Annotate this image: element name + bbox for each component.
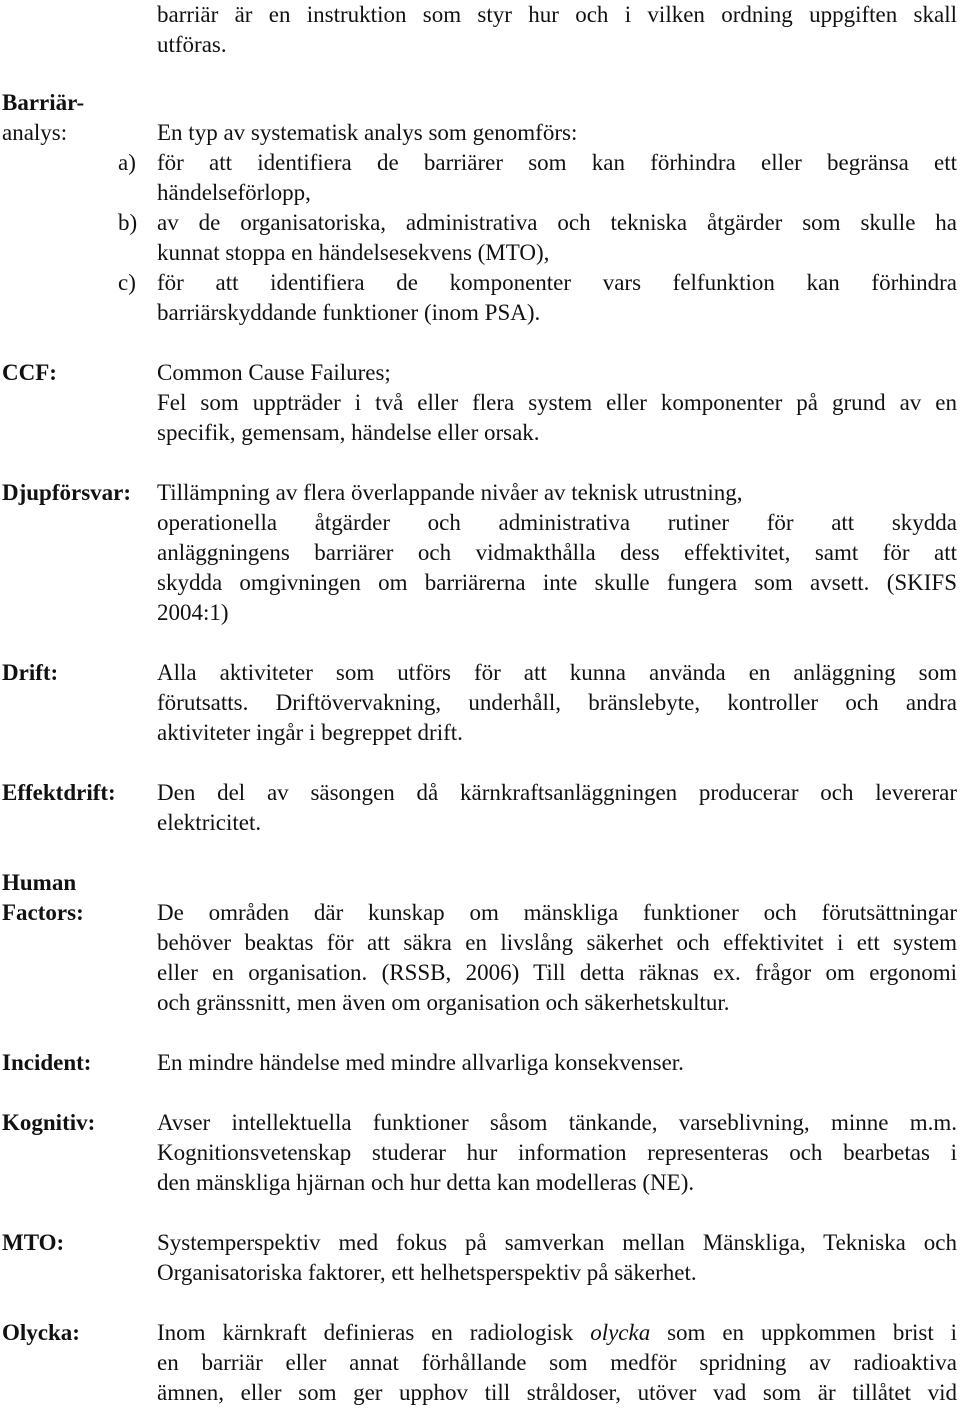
text-line: eller en organisation. (RSSB, 2006) Till detta räknas ex. frågor om ergonomi <box>157 960 957 985</box>
term-line: MTO: <box>2 1230 65 1255</box>
text-line: kunnat stoppa en händelsesekvens (MTO), <box>157 240 550 265</box>
term-line: CCF: <box>2 360 57 385</box>
text-line: Alla aktiviteter som utförs för att kunna använda en anläggning som <box>157 660 957 685</box>
definition-drift <box>157 658 957 748</box>
term-line: Olycka: <box>2 1320 80 1345</box>
text-line: och gränssnitt, men även om organisation och säkerhetskultur. <box>157 990 730 1015</box>
text-line: behöver beaktas för att säkra en livslång säkerhet och effektivitet i ett system <box>157 930 957 955</box>
text-line: Den del av säsongen då kärnkraftsanläggningen producerar och levererar <box>157 780 957 805</box>
term-effektdrift <box>2 778 116 808</box>
definition-incident <box>157 1048 957 1078</box>
text-line: ämnen, eller som ger upphov till stråldoser, utöver vad som är tillåtet vid <box>157 1380 957 1405</box>
text-line: Avser intellektuella funktioner såsom tänkande, varseblivning, minne m.m. <box>157 1110 957 1135</box>
list-letter: b) <box>118 210 138 235</box>
text-line: elektricitet. <box>157 810 262 835</box>
text-line: En mindre händelse med mindre allvarliga konsekvenser. <box>157 1050 684 1075</box>
text-line: den mänskliga hjärnan och hur detta kan modelleras (NE). <box>157 1170 695 1195</box>
text-line: Kognitionsvetenskap studerar hur information representeras och bearbetas i <box>157 1140 957 1165</box>
text-line: av de organisatoriska, administrativa och tekniska åtgärder som skulle ha <box>157 210 957 235</box>
text-line: barriär är en instruktion som styr hur och i vilken ordning uppgiften skall <box>157 2 957 27</box>
text-line: händelseförlopp, <box>157 180 311 205</box>
definition-kognitiv <box>157 1108 957 1198</box>
text-fragment: Inom kärnkraft definieras en radiologisk <box>157 1320 574 1345</box>
text-line: utföras. <box>157 32 227 57</box>
term-human-factors <box>2 868 84 928</box>
list-item <box>157 208 957 268</box>
term-mto <box>2 1228 64 1258</box>
text-line: Tillämpning av flera överlappande nivåer av teknisk utrustning, <box>157 480 743 505</box>
term-line: Incident: <box>2 1050 92 1075</box>
definition-barriaranalys-lead <box>157 118 957 148</box>
term-line: Human <box>2 870 77 895</box>
term-ccf <box>2 358 57 388</box>
list-letter: a) <box>118 150 136 175</box>
text-line: Common Cause Failures; <box>157 360 391 385</box>
term-line: analys: <box>2 120 68 145</box>
intro-continuation <box>157 0 957 60</box>
term-line: Drift: <box>2 660 59 685</box>
text-fragment: som en uppkommen brist i <box>667 1320 958 1345</box>
term-djupforsvar <box>2 478 131 508</box>
text-line: för att identifiera de barriärer som kan förhindra eller begränsa ett <box>157 150 957 175</box>
definition-djupforsvar <box>157 478 957 628</box>
text-line: en barriär eller annat förhållande som medför spridning av radioaktiva <box>157 1350 957 1375</box>
term-drift <box>2 658 58 688</box>
text-line: anläggningens barriärer och vidmakthålla dess effektivitet, samt för att <box>157 540 957 565</box>
definition-olycka <box>157 1318 957 1408</box>
list-letter: c) <box>118 270 136 295</box>
text-line: skydda omgivningen om barriärerna inte skulle fungera som avsett. (SKIFS <box>157 570 957 595</box>
text-line: 2004:1) <box>157 600 229 625</box>
text-line: operationella åtgärder och administrativa rutiner för att skydda <box>157 510 957 535</box>
term-kognitiv <box>2 1108 95 1138</box>
term-barriaranalys <box>2 88 84 148</box>
text-line: aktiviteter ingår i begreppet drift. <box>157 720 463 745</box>
text-line: för att identifiera de komponenter vars felfunktion kan förhindra <box>157 270 957 295</box>
definition-effektdrift <box>157 778 957 838</box>
term-olycka <box>2 1318 80 1348</box>
text-line <box>157 1318 957 1348</box>
term-line: Effektdrift: <box>2 780 116 805</box>
text-line: Fel som uppträder i två eller flera system eller komponenter på grund av en <box>157 390 957 415</box>
definition-ccf <box>157 358 957 448</box>
text-line: specifik, gemensam, händelse eller orsak. <box>157 420 540 445</box>
text-line: barriärskyddande funktioner (inom PSA). <box>157 300 541 325</box>
term-line: Kognitiv: <box>2 1110 96 1135</box>
text-line: Systemperspektiv med fokus på samverkan mellan Mänskliga, Tekniska och <box>157 1230 957 1255</box>
text-line: De områden där kunskap om mänskliga funktioner och förutsättningar <box>157 900 957 925</box>
definition-mto <box>157 1228 957 1288</box>
text-line: Organisatoriska faktorer, ett helhetsperspektiv på säkerhet. <box>157 1260 697 1285</box>
term-line: Djupförsvar: <box>2 480 132 505</box>
definition-human-factors <box>157 898 957 1018</box>
list-item <box>157 268 957 328</box>
text-line: förutsatts. Driftövervakning, underhåll, bränslebyte, kontroller och andra <box>157 690 957 715</box>
term-incident <box>2 1048 91 1078</box>
emphasized-term: olycka <box>590 1320 651 1345</box>
term-line: Factors: <box>2 900 84 925</box>
term-line: Barriär- <box>2 90 85 115</box>
text-line: En typ av systematisk analys som genomförs: <box>157 120 578 145</box>
list-item <box>157 148 957 208</box>
